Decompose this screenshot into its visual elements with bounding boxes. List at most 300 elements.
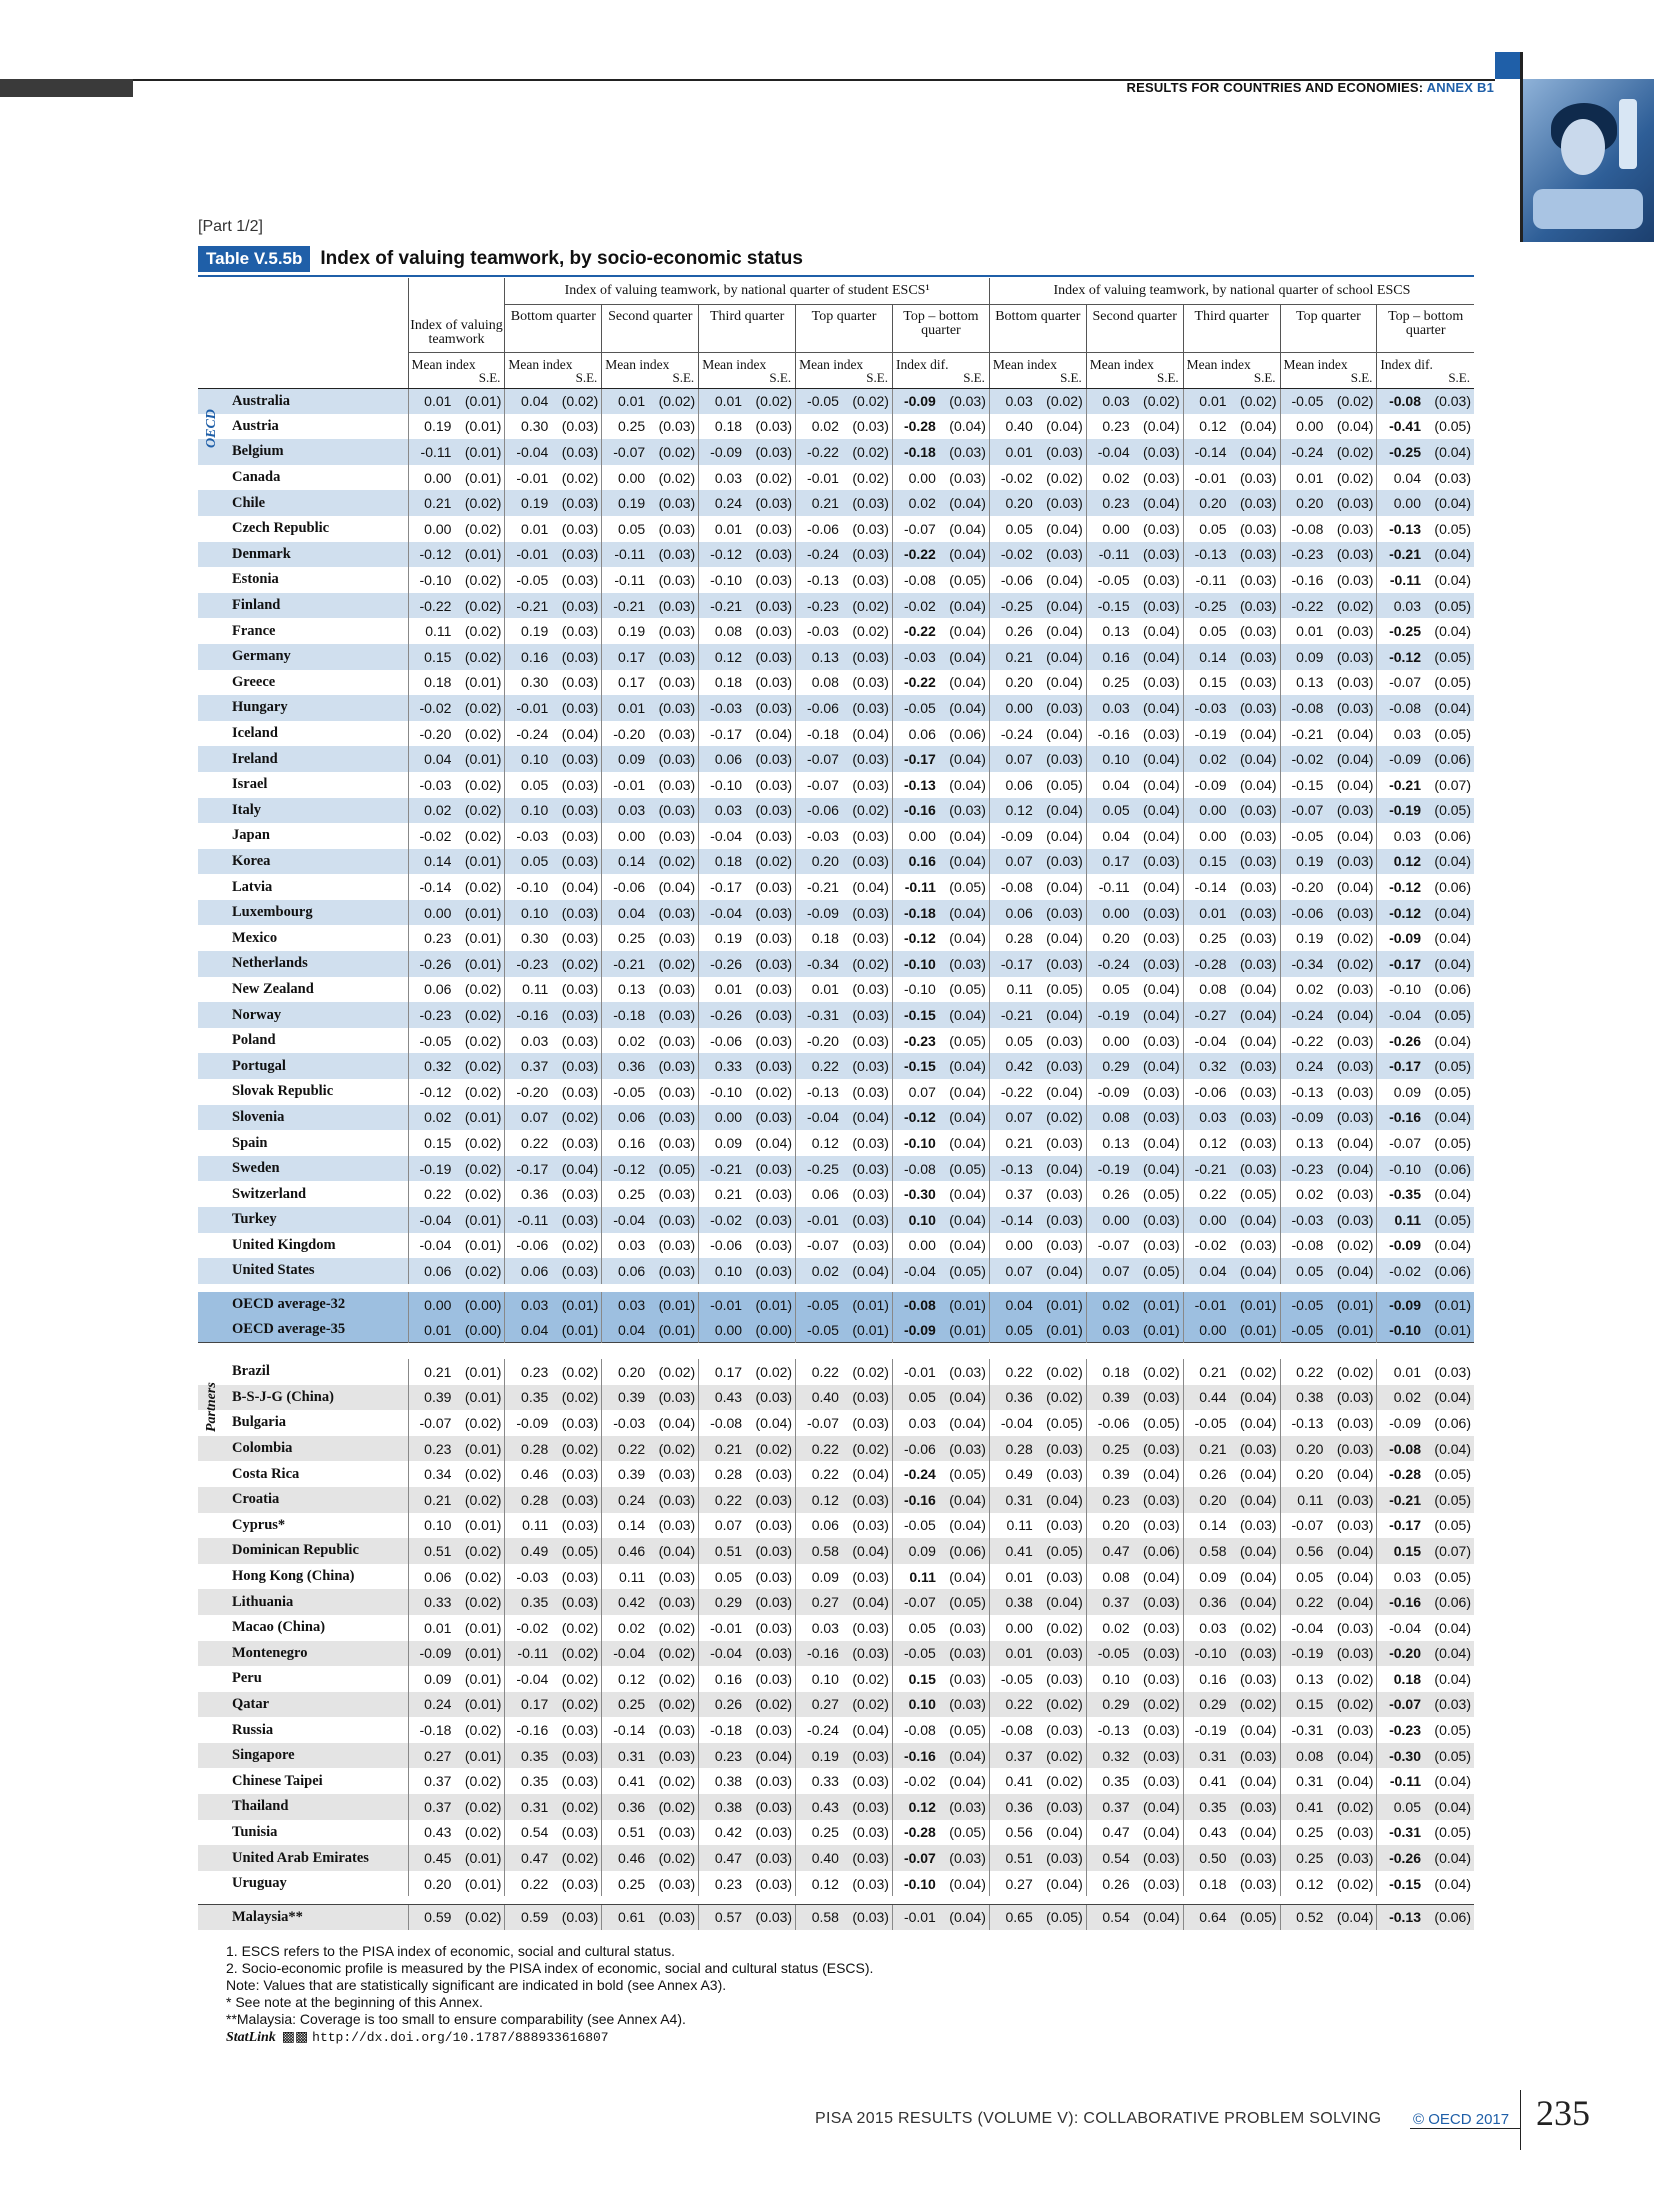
paren: ) bbox=[981, 1032, 986, 1049]
value-cell bbox=[892, 1564, 989, 1590]
paren: ) bbox=[787, 1909, 793, 1926]
country-name: OECD average-35 bbox=[198, 1317, 408, 1343]
se-wrap bbox=[1033, 572, 1083, 588]
se-value: 0.03 bbox=[663, 1389, 691, 1406]
paren: ) bbox=[496, 1594, 502, 1611]
paren: ) bbox=[1078, 955, 1083, 972]
paren: ( bbox=[1336, 1296, 1342, 1313]
table-row bbox=[198, 1768, 1474, 1794]
paren: ) bbox=[884, 1875, 889, 1892]
statlink-url[interactable]: http://dx.doi.org/10.1787/888933616807 bbox=[312, 2030, 609, 2045]
paren: ( bbox=[1434, 1517, 1440, 1534]
se-value: 0.03 bbox=[1341, 1440, 1369, 1457]
paren: ( bbox=[561, 1363, 567, 1380]
se-value: 0.03 bbox=[760, 904, 788, 921]
country-name: Portugal bbox=[198, 1053, 408, 1079]
paren: ) bbox=[981, 1747, 986, 1764]
se-value: 0.03 bbox=[663, 1211, 691, 1228]
paren: ( bbox=[1336, 1850, 1342, 1867]
paren: ( bbox=[658, 699, 664, 716]
paren: ( bbox=[1143, 1109, 1148, 1126]
paren: ( bbox=[1239, 1824, 1245, 1841]
mean-value: 0.11 bbox=[618, 1568, 646, 1585]
paren: ) bbox=[1174, 1389, 1180, 1406]
paren: ) bbox=[690, 1773, 696, 1790]
paren: ( bbox=[464, 1645, 470, 1662]
paren: ) bbox=[1174, 546, 1180, 563]
paren: ( bbox=[1143, 1824, 1148, 1841]
mean-value: -0.19 bbox=[419, 1160, 452, 1177]
paren: ( bbox=[1434, 1773, 1440, 1790]
paren: ) bbox=[884, 751, 889, 768]
se-wrap bbox=[1323, 879, 1373, 895]
value-cell bbox=[1280, 1105, 1377, 1131]
mean-value: -0.11 bbox=[614, 571, 646, 588]
mean-value: 0.01 bbox=[1393, 1363, 1421, 1380]
value-cell bbox=[1183, 1105, 1280, 1131]
country-name: Hong Kong (China) bbox=[232, 1568, 355, 1585]
value-cell bbox=[408, 1053, 505, 1079]
table-row bbox=[198, 1538, 1474, 1564]
se-value: 0.04 bbox=[1147, 1135, 1175, 1152]
paren: ) bbox=[496, 1645, 502, 1662]
paren: ) bbox=[1174, 1058, 1180, 1075]
se-value: 0.03 bbox=[857, 1517, 885, 1534]
se-wrap bbox=[742, 1441, 792, 1457]
paren: ) bbox=[1466, 1696, 1471, 1713]
footer-rule bbox=[1410, 2128, 1520, 2129]
value-cell bbox=[892, 1743, 989, 1769]
se-wrap bbox=[451, 1007, 501, 1023]
paren: ) bbox=[787, 802, 793, 819]
value-cell bbox=[408, 1233, 505, 1259]
se-wrap bbox=[1421, 1671, 1471, 1687]
mean-value: -0.09 bbox=[419, 1645, 452, 1662]
se-wrap bbox=[1227, 1135, 1277, 1151]
paren: ) bbox=[884, 1389, 889, 1406]
se-wrap bbox=[1130, 1773, 1180, 1789]
se-value: 0.03 bbox=[1244, 930, 1272, 947]
paren: ) bbox=[1466, 418, 1471, 435]
country-name: Belgium bbox=[198, 439, 408, 465]
paren: ) bbox=[1271, 1875, 1277, 1892]
se-wrap bbox=[645, 1645, 695, 1661]
value-cell bbox=[1280, 1410, 1377, 1436]
mean-value: -0.09 bbox=[1389, 751, 1421, 768]
paren: ) bbox=[1368, 1850, 1374, 1867]
paren: ) bbox=[884, 674, 889, 691]
paren: ) bbox=[690, 1389, 696, 1406]
value-cell bbox=[892, 1845, 989, 1871]
paren: ( bbox=[852, 571, 858, 588]
mean-value: -0.05 bbox=[1291, 393, 1324, 410]
value-cell bbox=[408, 849, 505, 875]
paren: ( bbox=[1239, 495, 1245, 512]
se-wrap bbox=[645, 598, 695, 614]
paren: ) bbox=[884, 597, 889, 614]
se-value: 0.02 bbox=[663, 1850, 691, 1867]
se-wrap bbox=[1130, 956, 1180, 972]
table-row bbox=[198, 849, 1474, 875]
mean-value: 0.64 bbox=[1199, 1909, 1227, 1926]
value-cell bbox=[1377, 1410, 1474, 1436]
value-cell bbox=[989, 1904, 1086, 1930]
paren: ( bbox=[1239, 802, 1245, 819]
se-wrap bbox=[839, 444, 889, 460]
mean-value: 0.00 bbox=[908, 469, 936, 486]
value-cell bbox=[989, 1028, 1086, 1054]
se-value: 0.04 bbox=[953, 751, 982, 768]
header-mean-se bbox=[408, 352, 505, 388]
mean-value: 0.50 bbox=[1199, 1850, 1227, 1867]
value-cell bbox=[892, 1130, 989, 1156]
se-wrap bbox=[645, 1543, 695, 1559]
value-cell bbox=[1280, 1564, 1377, 1590]
mean-value: -0.06 bbox=[903, 1440, 936, 1457]
paren: ) bbox=[884, 1414, 889, 1431]
mean-value: -0.18 bbox=[419, 1722, 452, 1739]
se-value: 0.03 bbox=[1341, 802, 1369, 819]
se-wrap bbox=[1421, 1033, 1471, 1049]
paren: ( bbox=[658, 1517, 664, 1534]
se-wrap bbox=[645, 777, 695, 793]
mean-value: 0.18 bbox=[811, 930, 839, 947]
se-wrap bbox=[839, 1748, 889, 1764]
paren: ) bbox=[1271, 1568, 1277, 1585]
mean-value: 0.01 bbox=[1199, 904, 1227, 921]
paren: ( bbox=[1046, 955, 1051, 972]
paren: ( bbox=[949, 1824, 954, 1841]
value-cell bbox=[796, 798, 893, 824]
paren: ) bbox=[496, 1237, 502, 1254]
mean-value: -0.02 bbox=[419, 699, 452, 716]
value-cell bbox=[1183, 516, 1280, 542]
value-cell bbox=[1086, 1615, 1183, 1641]
paren: ( bbox=[464, 904, 470, 921]
se-wrap bbox=[1227, 649, 1277, 665]
value-cell bbox=[505, 593, 602, 619]
value-cell bbox=[1086, 1359, 1183, 1385]
value-cell bbox=[1377, 1028, 1474, 1054]
paren: ( bbox=[561, 1875, 567, 1892]
value-cell bbox=[505, 1768, 602, 1794]
se-value: 0.05 bbox=[953, 981, 982, 998]
se-value: 0.02 bbox=[469, 571, 497, 588]
value-cell bbox=[408, 516, 505, 542]
mean-value: -0.07 bbox=[807, 1237, 839, 1254]
paren: ) bbox=[1174, 1321, 1180, 1338]
se-value: 0.01 bbox=[469, 674, 497, 691]
se-wrap bbox=[1227, 495, 1277, 511]
value-cell bbox=[602, 670, 699, 696]
paren: ( bbox=[755, 1722, 761, 1739]
paren: ( bbox=[658, 571, 664, 588]
paren: ) bbox=[884, 1850, 889, 1867]
mean-value: -0.04 bbox=[419, 1237, 452, 1254]
se-value: 0.02 bbox=[469, 1542, 497, 1559]
mean-value: -0.18 bbox=[903, 904, 936, 921]
paren: ) bbox=[1368, 648, 1374, 665]
paren: ( bbox=[1143, 597, 1148, 614]
paren: ) bbox=[690, 1594, 696, 1611]
mean-value: 0.02 bbox=[1102, 469, 1130, 486]
paren: ) bbox=[1368, 1237, 1374, 1254]
mean-value: -0.01 bbox=[903, 1363, 936, 1380]
mean-value: -0.23 bbox=[1291, 1160, 1324, 1177]
se-value: 0.02 bbox=[566, 1798, 594, 1815]
paren: ) bbox=[1368, 1262, 1374, 1279]
mean-value: 0.03 bbox=[1199, 1109, 1227, 1126]
mean-value: 0.09 bbox=[908, 1542, 936, 1559]
value-cell bbox=[1377, 1130, 1474, 1156]
value-cell bbox=[892, 1028, 989, 1054]
se-value: 0.01 bbox=[1341, 1296, 1369, 1313]
value-cell bbox=[408, 1130, 505, 1156]
se-wrap bbox=[1421, 1466, 1471, 1482]
paren: ( bbox=[1046, 853, 1051, 870]
mean-value: 0.52 bbox=[1296, 1909, 1324, 1926]
paren: ( bbox=[755, 955, 761, 972]
se-wrap bbox=[1130, 1569, 1180, 1585]
paren: ) bbox=[690, 597, 696, 614]
mean-value: -0.05 bbox=[903, 1645, 936, 1662]
se-wrap bbox=[1130, 1799, 1180, 1815]
se-value: 0.02 bbox=[857, 443, 885, 460]
se-value: 0.01 bbox=[566, 1296, 594, 1313]
paren: ) bbox=[1368, 495, 1374, 512]
value-cell bbox=[1377, 388, 1474, 414]
value-cell bbox=[796, 1743, 893, 1769]
se-wrap bbox=[1130, 1161, 1180, 1177]
paren: ) bbox=[1368, 1389, 1374, 1406]
se-value: 0.03 bbox=[663, 1875, 691, 1892]
se-value: 0.03 bbox=[953, 1850, 982, 1867]
se-wrap bbox=[548, 495, 598, 511]
mean-value: 0.35 bbox=[1199, 1798, 1227, 1815]
mean-value: -0.17 bbox=[1389, 1517, 1421, 1534]
paren: ) bbox=[787, 1414, 793, 1431]
paren: ( bbox=[1239, 1594, 1245, 1611]
se-wrap bbox=[742, 1186, 792, 1202]
value-cell bbox=[408, 439, 505, 465]
mean-value: -0.17 bbox=[1389, 955, 1421, 972]
paren: ) bbox=[884, 1491, 889, 1508]
mean-value: 0.11 bbox=[425, 623, 452, 640]
value-cell bbox=[1086, 388, 1183, 414]
value-cell bbox=[1183, 1181, 1280, 1207]
value-cell bbox=[408, 1317, 505, 1343]
paren: ) bbox=[1466, 1135, 1471, 1152]
country-name: Iceland bbox=[232, 725, 278, 742]
value-cell bbox=[699, 1130, 796, 1156]
se-wrap bbox=[1323, 546, 1373, 562]
mean-value: -0.23 bbox=[1389, 1722, 1421, 1739]
value-cell bbox=[989, 1845, 1086, 1871]
se-wrap bbox=[645, 1748, 695, 1764]
paren: ) bbox=[1174, 1109, 1180, 1126]
mean-value: 0.37 bbox=[424, 1798, 452, 1815]
se-wrap bbox=[451, 546, 501, 562]
se-value: 0.02 bbox=[1244, 1696, 1272, 1713]
value-cell bbox=[699, 542, 796, 568]
paren: ( bbox=[1336, 1186, 1342, 1203]
mean-value: 0.26 bbox=[1102, 1186, 1130, 1203]
value-cell bbox=[408, 1538, 505, 1564]
value-cell bbox=[1183, 542, 1280, 568]
se-value: 0.03 bbox=[760, 546, 788, 563]
se-wrap bbox=[742, 1850, 792, 1866]
paren: ) bbox=[1368, 1083, 1374, 1100]
value-cell bbox=[796, 439, 893, 465]
se-wrap bbox=[1323, 1543, 1373, 1559]
se-value: 0.01 bbox=[1147, 1321, 1175, 1338]
mean-value: 0.29 bbox=[1199, 1696, 1227, 1713]
paren: ) bbox=[690, 1875, 696, 1892]
value-cell bbox=[408, 414, 505, 440]
value-cell bbox=[505, 874, 602, 900]
se-wrap bbox=[1033, 623, 1083, 639]
mean-value: -0.07 bbox=[1097, 1237, 1130, 1254]
value-cell bbox=[602, 1871, 699, 1897]
paren: ) bbox=[981, 520, 986, 537]
paren: ( bbox=[1239, 571, 1245, 588]
mean-value: 0.06 bbox=[617, 1262, 646, 1279]
paren: ( bbox=[1434, 1109, 1440, 1126]
paren: ) bbox=[1078, 1568, 1083, 1585]
se-wrap bbox=[1227, 623, 1277, 639]
se-wrap bbox=[1227, 853, 1277, 869]
se-wrap bbox=[1227, 1033, 1277, 1049]
se-value: 0.02 bbox=[469, 1594, 497, 1611]
se-wrap bbox=[451, 1569, 501, 1585]
se-value: 0.03 bbox=[760, 1722, 788, 1739]
se-value: 0.03 bbox=[663, 802, 691, 819]
mean-value: 0.06 bbox=[521, 1262, 549, 1279]
se-wrap bbox=[742, 1799, 792, 1815]
paren: ( bbox=[1434, 1083, 1440, 1100]
se-wrap bbox=[936, 1543, 986, 1559]
se-value: 0.03 bbox=[1244, 597, 1272, 614]
paren: ( bbox=[1239, 827, 1245, 844]
photo-flask bbox=[1619, 99, 1637, 169]
se-value: 0.02 bbox=[857, 597, 885, 614]
paren: ( bbox=[658, 495, 664, 512]
paren: ( bbox=[1336, 495, 1342, 512]
paren: ( bbox=[1046, 1083, 1051, 1100]
mean-value: -0.01 bbox=[613, 776, 646, 793]
se-value: 0.03 bbox=[566, 1007, 594, 1024]
se-wrap bbox=[1227, 1084, 1277, 1100]
paren: ) bbox=[1466, 1824, 1471, 1841]
mean-value: 0.19 bbox=[424, 418, 452, 435]
paren: ( bbox=[658, 623, 664, 640]
se-wrap bbox=[1227, 546, 1277, 562]
se-wrap bbox=[548, 1186, 598, 1202]
se-wrap bbox=[1033, 1594, 1083, 1610]
mean-value: -0.04 bbox=[1000, 1414, 1033, 1431]
paren: ( bbox=[561, 1542, 567, 1559]
se-wrap bbox=[839, 1084, 889, 1100]
value-cell bbox=[989, 1079, 1086, 1105]
paren: ) bbox=[593, 1798, 599, 1815]
value-cell bbox=[1280, 1641, 1377, 1667]
se-value: 0.03 bbox=[566, 1747, 594, 1764]
value-cell bbox=[505, 1181, 602, 1207]
se-wrap bbox=[548, 572, 598, 588]
mean-value: 0.56 bbox=[1005, 1824, 1033, 1841]
paren: ) bbox=[981, 648, 986, 665]
paren: ) bbox=[787, 1296, 793, 1313]
se-value: 0.03 bbox=[1244, 904, 1272, 921]
se-value: 0.03 bbox=[953, 443, 982, 460]
value-cell bbox=[989, 951, 1086, 977]
paren: ) bbox=[1271, 1440, 1277, 1457]
mean-value: 0.01 bbox=[1296, 623, 1324, 640]
paren: ) bbox=[690, 699, 696, 716]
se-wrap bbox=[451, 649, 501, 665]
se-wrap bbox=[548, 1033, 598, 1049]
se-wrap bbox=[645, 1109, 695, 1125]
paren: ) bbox=[1466, 1875, 1471, 1892]
se-wrap bbox=[936, 1033, 986, 1049]
paren: ( bbox=[1434, 1824, 1440, 1841]
mean-value: -0.06 bbox=[516, 1237, 549, 1254]
paren: ) bbox=[1174, 1414, 1180, 1431]
se-wrap bbox=[936, 802, 986, 818]
mean-value: -0.04 bbox=[710, 827, 743, 844]
se-value: 0.02 bbox=[469, 725, 497, 742]
paren: ( bbox=[1046, 1619, 1051, 1636]
paren: ( bbox=[949, 1670, 954, 1687]
mean-value: 0.00 bbox=[1005, 699, 1033, 716]
se-wrap bbox=[1227, 1212, 1277, 1228]
mean-value: 0.39 bbox=[1102, 1466, 1130, 1483]
se-value: 0.02 bbox=[469, 520, 497, 537]
mean-value: 0.03 bbox=[714, 469, 743, 486]
paren: ( bbox=[464, 674, 470, 691]
se-wrap bbox=[451, 393, 501, 409]
value-cell bbox=[505, 465, 602, 491]
se-wrap bbox=[1227, 1364, 1277, 1380]
paren: ( bbox=[1336, 674, 1342, 691]
se-value: 0.03 bbox=[953, 1363, 982, 1380]
paren: ) bbox=[1078, 1850, 1083, 1867]
paren: ( bbox=[1046, 674, 1051, 691]
mean-value: 0.20 bbox=[1199, 495, 1227, 512]
paren: ( bbox=[852, 1875, 858, 1892]
se-wrap bbox=[1421, 1109, 1471, 1125]
mean-value: -0.10 bbox=[1389, 981, 1421, 998]
se-wrap bbox=[936, 1237, 986, 1253]
se-value: 0.00 bbox=[469, 1296, 497, 1313]
se-value: 0.03 bbox=[1147, 1211, 1175, 1228]
se-wrap bbox=[645, 1212, 695, 1228]
se-wrap bbox=[1033, 1569, 1083, 1585]
se-value: 0.04 bbox=[1050, 623, 1079, 640]
value-cell bbox=[989, 823, 1086, 849]
header-mean-label: Mean index bbox=[992, 357, 1057, 372]
se-wrap bbox=[1227, 1237, 1277, 1253]
mean-value: 0.01 bbox=[1005, 1645, 1033, 1662]
mean-value: -0.01 bbox=[807, 469, 839, 486]
paren: ) bbox=[787, 1747, 793, 1764]
se-wrap bbox=[451, 1799, 501, 1815]
mean-value: -0.28 bbox=[903, 418, 936, 435]
paren: ( bbox=[464, 776, 470, 793]
paren: ) bbox=[1078, 1542, 1083, 1559]
mean-value: 0.41 bbox=[1005, 1773, 1033, 1790]
se-wrap bbox=[1421, 1748, 1471, 1764]
